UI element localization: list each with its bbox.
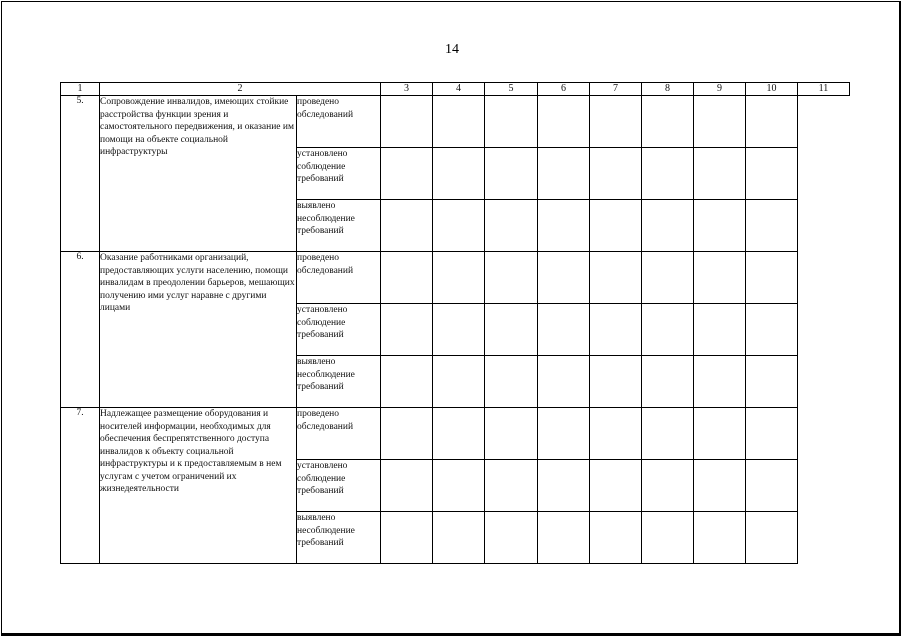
blank-cell [694, 96, 746, 148]
column-number-header: 3 [381, 83, 433, 96]
blank-cell [538, 200, 590, 252]
blank-cell [538, 96, 590, 148]
blank-cell [433, 512, 485, 564]
blank-cell [642, 148, 694, 200]
column-number-header: 7 [590, 83, 642, 96]
blank-cell [642, 200, 694, 252]
blank-cell [590, 408, 642, 460]
blank-cell [538, 512, 590, 564]
blank-cell [381, 408, 433, 460]
blank-cell [381, 460, 433, 512]
indicator-label: установлено соблюдение требований [297, 304, 381, 356]
blank-cell [538, 356, 590, 408]
blank-cell [381, 200, 433, 252]
row-number: 7. [61, 408, 100, 564]
column-number-header: 11 [798, 83, 850, 96]
row-number: 6. [61, 252, 100, 408]
column-number-header: 2 [100, 83, 381, 96]
column-number-header: 10 [746, 83, 798, 96]
row-description: Сопровождение инвалидов, имеющих стойкие расстройства функции зрения и самостоятельного передвижения, и оказание им помощи на объекте социальной инфраструктуры [100, 96, 297, 252]
blank-cell [746, 96, 798, 148]
blank-cell [381, 356, 433, 408]
blank-cell [433, 304, 485, 356]
blank-cell [590, 96, 642, 148]
column-number-header: 8 [642, 83, 694, 96]
blank-cell [538, 304, 590, 356]
blank-cell [433, 96, 485, 148]
column-number-header: 1 [61, 83, 100, 96]
blank-cell [433, 148, 485, 200]
blank-cell [746, 460, 798, 512]
blank-cell [381, 148, 433, 200]
document-page [1, 1, 901, 636]
blank-cell [381, 304, 433, 356]
blank-cell [642, 512, 694, 564]
blank-cell [433, 460, 485, 512]
blank-cell [746, 304, 798, 356]
table-row [61, 252, 850, 304]
blank-cell [433, 200, 485, 252]
blank-cell [485, 408, 538, 460]
column-number-header: 9 [694, 83, 746, 96]
blank-cell [590, 148, 642, 200]
blank-cell [694, 304, 746, 356]
blank-cell [433, 252, 485, 304]
indicator-label: установлено соблюдение требований [297, 148, 381, 200]
blank-cell [694, 408, 746, 460]
column-number-header: 6 [538, 83, 590, 96]
blank-cell [485, 356, 538, 408]
blank-cell [642, 408, 694, 460]
blank-cell [381, 96, 433, 148]
blank-cell [746, 356, 798, 408]
indicator-label: установлено соблюдение требований [297, 460, 381, 512]
blank-cell [485, 252, 538, 304]
indicator-label: выявлено несоблюдение требований [297, 356, 381, 408]
blank-cell [694, 512, 746, 564]
blank-cell [694, 148, 746, 200]
blank-cell [485, 512, 538, 564]
blank-cell [590, 356, 642, 408]
blank-cell [694, 252, 746, 304]
blank-cell [381, 512, 433, 564]
blank-cell [642, 304, 694, 356]
blank-cell [538, 408, 590, 460]
row-description: Оказание работниками организаций, предоставляющих услуги населению, помощи инвалидам в преодолении барьеров, мешающих получению ими услуг наравне с другими лицами [100, 252, 297, 408]
blank-cell [538, 460, 590, 512]
table-row [61, 96, 850, 148]
blank-cell [642, 252, 694, 304]
blank-cell [485, 148, 538, 200]
row-number: 5. [61, 96, 100, 252]
column-number-row [61, 83, 850, 96]
blank-cell [485, 304, 538, 356]
blank-cell [694, 200, 746, 252]
blank-cell [746, 200, 798, 252]
blank-cell [642, 460, 694, 512]
blank-cell [590, 304, 642, 356]
blank-cell [433, 408, 485, 460]
blank-cell [746, 512, 798, 564]
blank-cell [485, 460, 538, 512]
blank-cell [694, 356, 746, 408]
indicator-label: выявлено несоблюдение требований [297, 200, 381, 252]
blank-cell [746, 148, 798, 200]
indicator-label: проведено обследований [297, 252, 381, 304]
blank-cell [538, 148, 590, 200]
blank-cell [746, 408, 798, 460]
column-number-header: 5 [485, 83, 538, 96]
blank-cell [381, 252, 433, 304]
table-row [61, 408, 850, 460]
indicator-label: проведено обследований [297, 408, 381, 460]
blank-cell [485, 96, 538, 148]
report-table [60, 82, 850, 564]
blank-cell [642, 96, 694, 148]
blank-cell [642, 356, 694, 408]
indicator-label: выявлено несоблюдение требований [297, 512, 381, 564]
blank-cell [538, 252, 590, 304]
row-description: Надлежащее размещение оборудования и носителей информации, необходимых для обеспечения беспрепятственного доступа инвалидов к объекту социальной инфраструктуры и к предоставляемым в нем услугам с учетом ограничений их жизнедеятельности [100, 408, 297, 564]
blank-cell [694, 460, 746, 512]
blank-cell [590, 252, 642, 304]
blank-cell [590, 200, 642, 252]
blank-cell [746, 252, 798, 304]
blank-cell [485, 200, 538, 252]
blank-cell [590, 460, 642, 512]
blank-cell [433, 356, 485, 408]
page-number: 14 [445, 42, 459, 57]
indicator-label: проведено обследований [297, 96, 381, 148]
blank-cell [590, 512, 642, 564]
column-number-header: 4 [433, 83, 485, 96]
